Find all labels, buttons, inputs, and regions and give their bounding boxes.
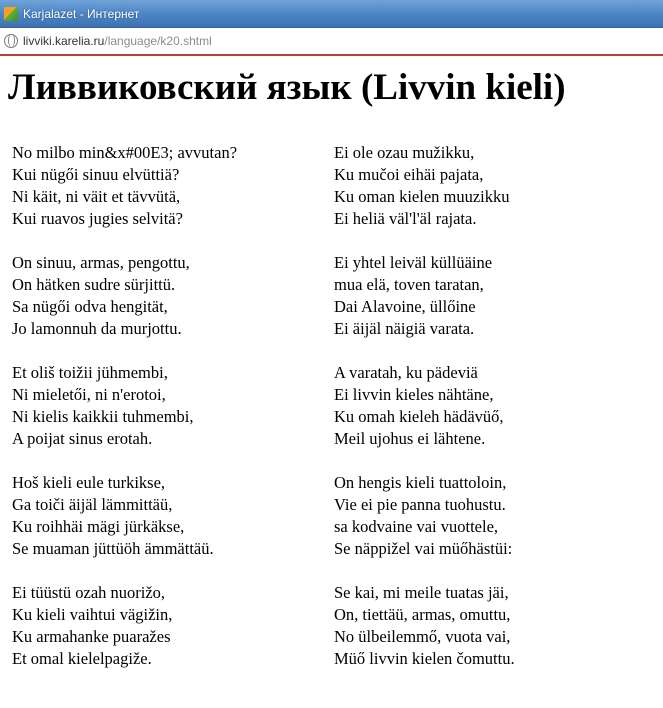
poem-line: Dai Alavoine, üllőine [334, 297, 476, 316]
poem-line: On sinuu, armas, pengottu, [12, 253, 190, 272]
poem-line: mua elä, toven taratan, [334, 275, 484, 294]
poem-line: On hengis kieli tuattoloin, [334, 473, 507, 492]
poem-line: Ku mučoi eihäi pajata, [334, 165, 484, 184]
poem-line: Se kai, mi meile tuatas jäi, [334, 583, 509, 602]
poem-line: Ei livvin kieles nähtäne, [334, 385, 494, 404]
url-path: /language/k20.shtml [104, 34, 212, 48]
page-heading: Ливвиковский язык (Livvin kieli) [8, 67, 566, 108]
poem-line: No milbo min&x#00E3; avvutan? [12, 143, 238, 162]
poem-line: Et omal kielelpagiže. [12, 649, 152, 668]
poem-line: Et oliš toižii jühmembi, [12, 363, 168, 382]
poem-line: Vie ei pie panna tuohustu. [334, 495, 506, 514]
poem-line: Ei ole ozau mužikku, [334, 143, 475, 162]
browser-app-icon [4, 7, 18, 21]
poem-line: Ni kielis kaikkii tuhmembi, [12, 407, 194, 426]
poem-line: Kui ruavos jugies selvitä? [12, 209, 183, 228]
poem-stanza [334, 472, 659, 560]
poem-line: Ku armahanke puaražes [12, 627, 171, 646]
poem-stanza [12, 472, 322, 560]
poem-line: No ülbeilemmő, vuota vai, [334, 627, 511, 646]
poem-line: Ku oman kielen muuzikku [334, 187, 510, 206]
poem-line: A poijat sinus erotah. [12, 429, 153, 448]
poem-line: Se näppižel vai müőhästüi: [334, 539, 513, 558]
poem-line: Jo lamonnuh da murjottu. [12, 319, 182, 338]
poem-line: Se muaman jüttüöh ämmättäü. [12, 539, 214, 558]
poem-stanza [334, 142, 659, 230]
poem-line: Ga toiči äijäl lämmittäü, [12, 495, 173, 514]
window-title: Karjalazet - Интернет [23, 6, 140, 21]
poem-line: Ku omah kieleh hädävüő, [334, 407, 504, 426]
poem-right-column [334, 142, 659, 692]
poem-line: On, tiettäü, armas, omuttu, [334, 605, 511, 624]
poem-stanza [12, 252, 322, 340]
globe-icon [4, 34, 18, 48]
window-titlebar[interactable] [0, 0, 663, 28]
poem-line: Ei äijäl näigiä varata. [334, 319, 475, 338]
url-domain: livviki.karelia.ru [23, 34, 105, 48]
poem-line: Kui nügői sinuu elvüttiä? [12, 165, 180, 184]
poem-line: Müő livvin kielen čomuttu. [334, 649, 515, 668]
poem-line: On hätken sudre sürjittü. [12, 275, 176, 294]
poem-line: Ni mieletői, ni n'erotoi, [12, 385, 166, 404]
poem-line: Ku roihhäi mägi jürkäkse, [12, 517, 185, 536]
poem-stanza [334, 252, 659, 340]
poem-line: Hoš kieli eule turkikse, [12, 473, 166, 492]
poem-line: sa kodvaine vai vuottele, [334, 517, 499, 536]
poem-stanza [334, 582, 659, 670]
poem-stanza [12, 362, 322, 450]
poem-line: Ni käit, ni väit et tävvütä, [12, 187, 181, 206]
url-field[interactable] [23, 34, 212, 48]
poem-stanza [12, 582, 322, 670]
poem-line: Ei tüüstü ozah nuorižo, [12, 583, 166, 602]
poem-line: Ei heliä väl'l'äl rajata. [334, 209, 477, 228]
poem-line: Meil ujohus ei lähtene. [334, 429, 486, 448]
address-bar[interactable] [0, 28, 663, 56]
poem-line: Ei yhtel leiväl küllüäine [334, 253, 493, 272]
poem-line: A varatah, ku pädeviä [334, 363, 478, 382]
poem-line: Ku kieli vaihtui vägižin, [12, 605, 173, 624]
poem-line: Sa nügői odva hengität, [12, 297, 168, 316]
poem-stanza [12, 142, 322, 230]
poem-stanza [334, 362, 659, 450]
poem-left-column [12, 142, 322, 692]
